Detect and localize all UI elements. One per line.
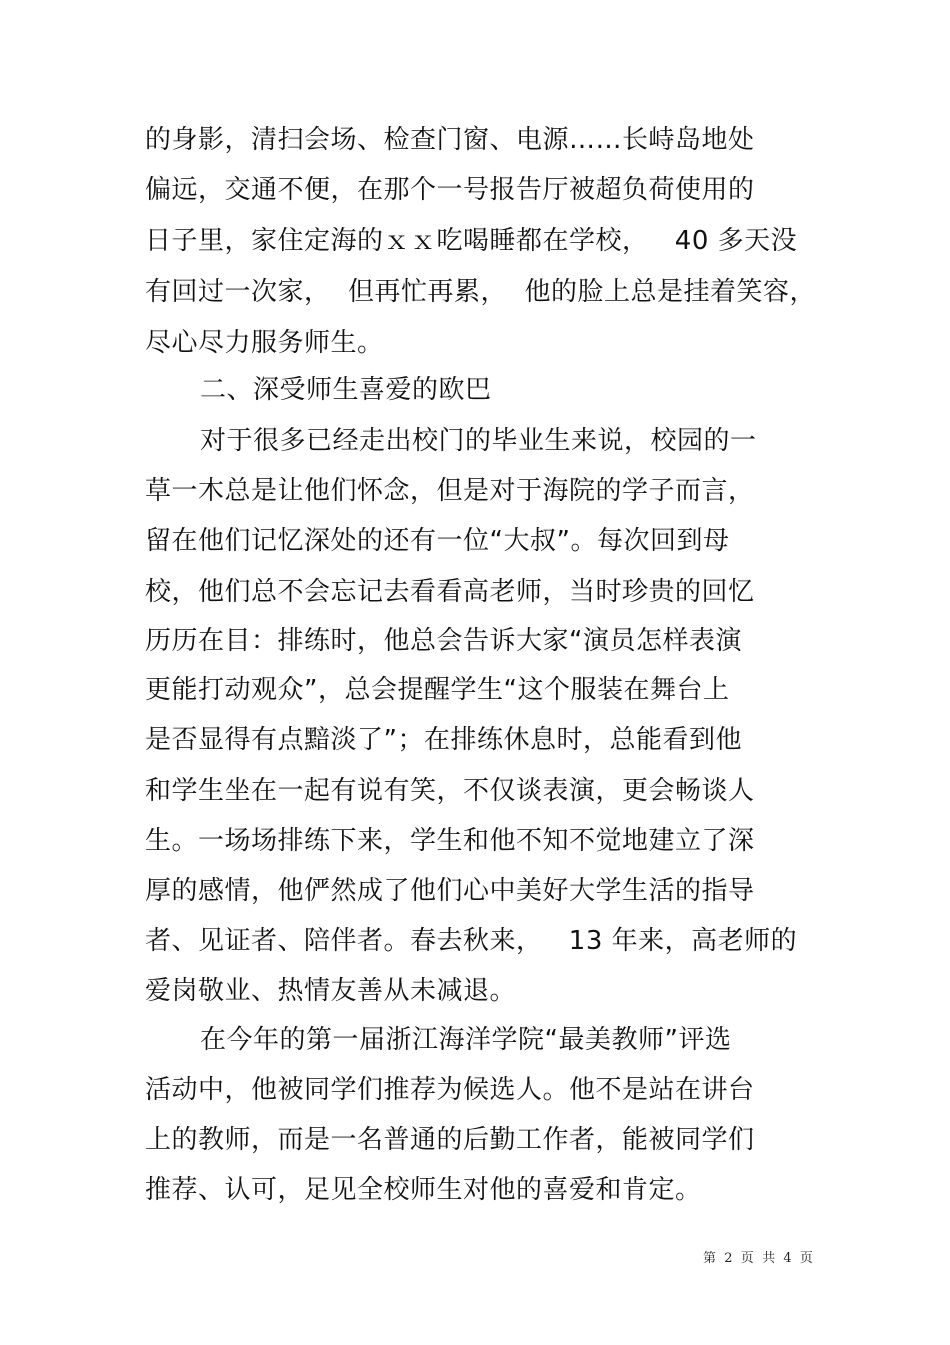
text-line-22: 推荐、认可，足见全校师生对他的喜爱和肯定。 (145, 1175, 702, 1205)
text-line-17: 者、见证者、陪伴者。春去秋来， 13 年来，高老师的 (145, 926, 798, 956)
text-line-13: 是否显得有点黯淡了”；在排练休息时，总能看到他 (145, 725, 742, 755)
text-line-21: 上的教师，而是一名普通的后勤工作者，能被同学们 (145, 1125, 755, 1155)
text-line-3: 日子里，家住定海的ｘｘ吃喝睡都在学校， 40 多天没 (145, 226, 798, 256)
page-number-footer: 第 2 页 共 4 页 (703, 1251, 813, 1266)
text-line-4: 有回过一次家， 但再忙再累， 他的脸上总是挂着笑容， (145, 277, 817, 307)
text-line-20: 活动中，他被同学们推荐为候选人。他不是站在讲台 (145, 1075, 755, 1105)
text-line-16: 厚的感情，他俨然成了他们心中美好大学生活的指导 (145, 876, 755, 906)
text-line-15: 生。一场场排练下来，学生和他不知不觉地建立了深 (145, 826, 755, 856)
text-line-8: 草一木总是让他们怀念，但是对于海院的学子而言， (145, 476, 755, 506)
text-line-9: 留在他们记忆深处的还有一位“大叔”。每次回到母 (145, 526, 730, 556)
text-line-7: 对于很多已经走出校门的毕业生来说，校园的一 (200, 426, 757, 456)
text-line-5: 尽心尽力服务师生。 (145, 328, 384, 358)
text-line-14: 和学生坐在一起有说有笑，不仅谈表演，更会畅谈人 (145, 776, 755, 806)
text-line-18: 爱岗敬业、热情友善从未减退。 (145, 976, 517, 1006)
text-line-1: 的身影，清扫会场、检查门窗、电源……长峙岛地处 (145, 125, 755, 155)
text-line-10: 校，他们总不会忘记去看看高老师，当时珍贵的回忆 (145, 577, 755, 607)
text-line-12: 更能打动观众”，总会提醒学生“这个服装在舞台上 (145, 675, 730, 705)
text-line-2: 偏远，交通不便，在那个一号报告厅被超负荷使用的 (145, 175, 755, 205)
text-line-19: 在今年的第一届浙江海洋学院“最美教师”评选 (200, 1025, 732, 1055)
text-line-11: 历历在目：排练时，他总会告诉大家“演员怎样表演 (145, 626, 742, 656)
section-heading: 二、深受师生喜爱的欧巴 (200, 375, 492, 405)
